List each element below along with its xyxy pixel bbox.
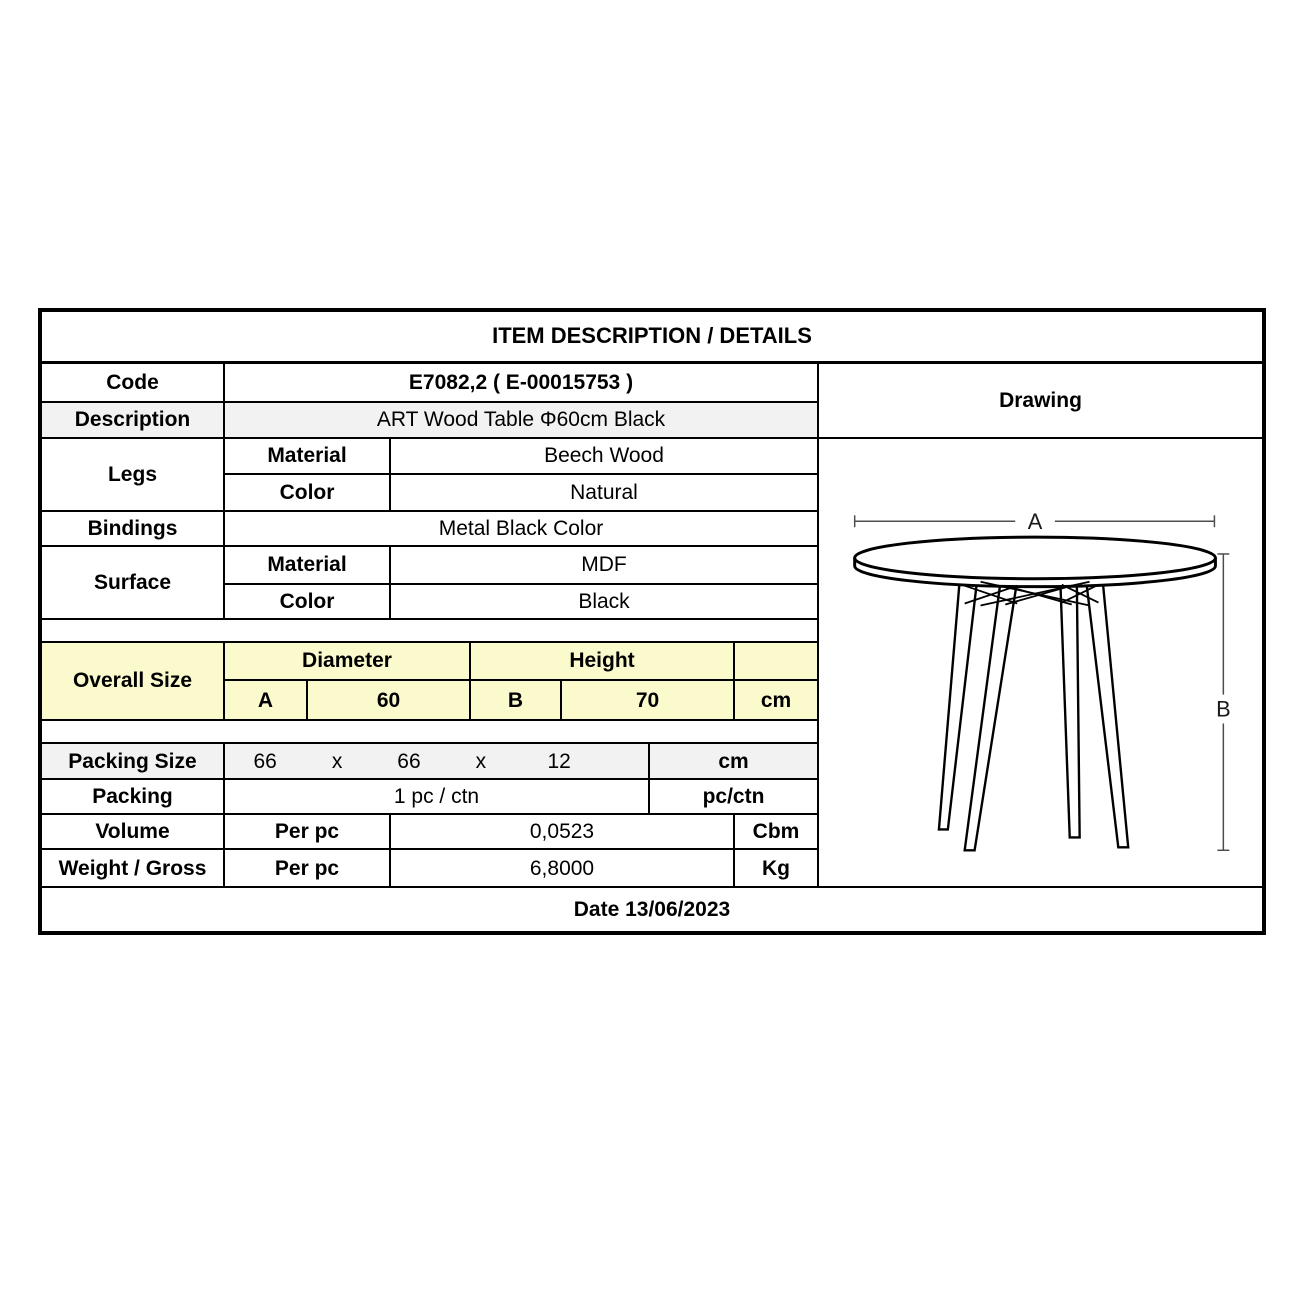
- volume-value: 0,0523: [390, 814, 734, 849]
- surface-label: Surface: [40, 546, 224, 619]
- tabletop-ellipse: [854, 537, 1215, 579]
- spec-table: [38, 308, 1266, 935]
- legs-color-label: Color: [224, 474, 390, 511]
- legs-material-label: Material: [224, 438, 390, 474]
- overall-size-empty-cell: [734, 642, 818, 681]
- packing-size-times2: x: [475, 749, 487, 773]
- packing-unit: pc/ctn: [649, 779, 818, 814]
- packing-size-dim2: 66: [397, 749, 421, 773]
- date-value: Date 13/06/2023: [40, 887, 1264, 933]
- spacer-row: [40, 619, 818, 642]
- dim-b-label: B: [470, 680, 561, 720]
- item-description-sheet: [38, 308, 1266, 935]
- packing-label: Packing: [40, 779, 224, 814]
- sheet-title: ITEM DESCRIPTION / DETAILS: [40, 310, 1264, 362]
- volume-per-label: Per pc: [224, 814, 390, 849]
- code-label: Code: [40, 362, 224, 402]
- table-legs: [938, 568, 1127, 850]
- dimension-a-label: A: [1027, 509, 1042, 535]
- packing-size-label: Packing Size: [40, 743, 224, 779]
- code-value: E7082,2 ( E-00015753 ): [224, 362, 818, 402]
- volume-unit: Cbm: [734, 814, 818, 849]
- diameter-value: 60: [307, 680, 470, 720]
- drawing-area: [818, 438, 1264, 887]
- height-value: 70: [561, 680, 734, 720]
- packing-size-unit: cm: [649, 743, 818, 779]
- packing-value: 1 pc / ctn: [224, 779, 649, 814]
- diameter-header: Diameter: [224, 642, 470, 681]
- weight-unit: Kg: [734, 849, 818, 887]
- surface-material-label: Material: [224, 546, 390, 584]
- legs-material-value: Beech Wood: [390, 438, 818, 474]
- description-label: Description: [40, 402, 224, 438]
- spacer-row: [40, 720, 818, 743]
- height-header: Height: [470, 642, 734, 681]
- volume-label: Volume: [40, 814, 224, 849]
- dimension-b-label: B: [1215, 696, 1231, 722]
- drawing-title: Drawing: [818, 362, 1264, 438]
- surface-material-value: MDF: [390, 546, 818, 584]
- overall-size-label: Overall Size: [40, 642, 224, 721]
- legs-label: Legs: [40, 438, 224, 511]
- table-drawing: [820, 439, 1262, 881]
- packing-size-times1: x: [331, 749, 343, 773]
- weight-value: 6,8000: [390, 849, 734, 887]
- weight-label: Weight / Gross: [40, 849, 224, 887]
- packing-size-values: [224, 743, 649, 779]
- legs-color-value: Natural: [390, 474, 818, 511]
- packing-size-dim1: 66: [253, 749, 277, 773]
- surface-color-value: Black: [390, 584, 818, 619]
- weight-per-label: Per pc: [224, 849, 390, 887]
- table-leg: [1084, 568, 1128, 847]
- bindings-value: Metal Black Color: [224, 511, 818, 546]
- packing-size-dim3: 12: [547, 749, 571, 773]
- surface-color-label: Color: [224, 584, 390, 619]
- description-value: ART Wood Table Φ60cm Black: [224, 402, 818, 438]
- dim-a-label: A: [224, 680, 307, 720]
- table-leg: [1059, 568, 1079, 838]
- bindings-label: Bindings: [40, 511, 224, 546]
- overall-size-unit: cm: [734, 680, 818, 720]
